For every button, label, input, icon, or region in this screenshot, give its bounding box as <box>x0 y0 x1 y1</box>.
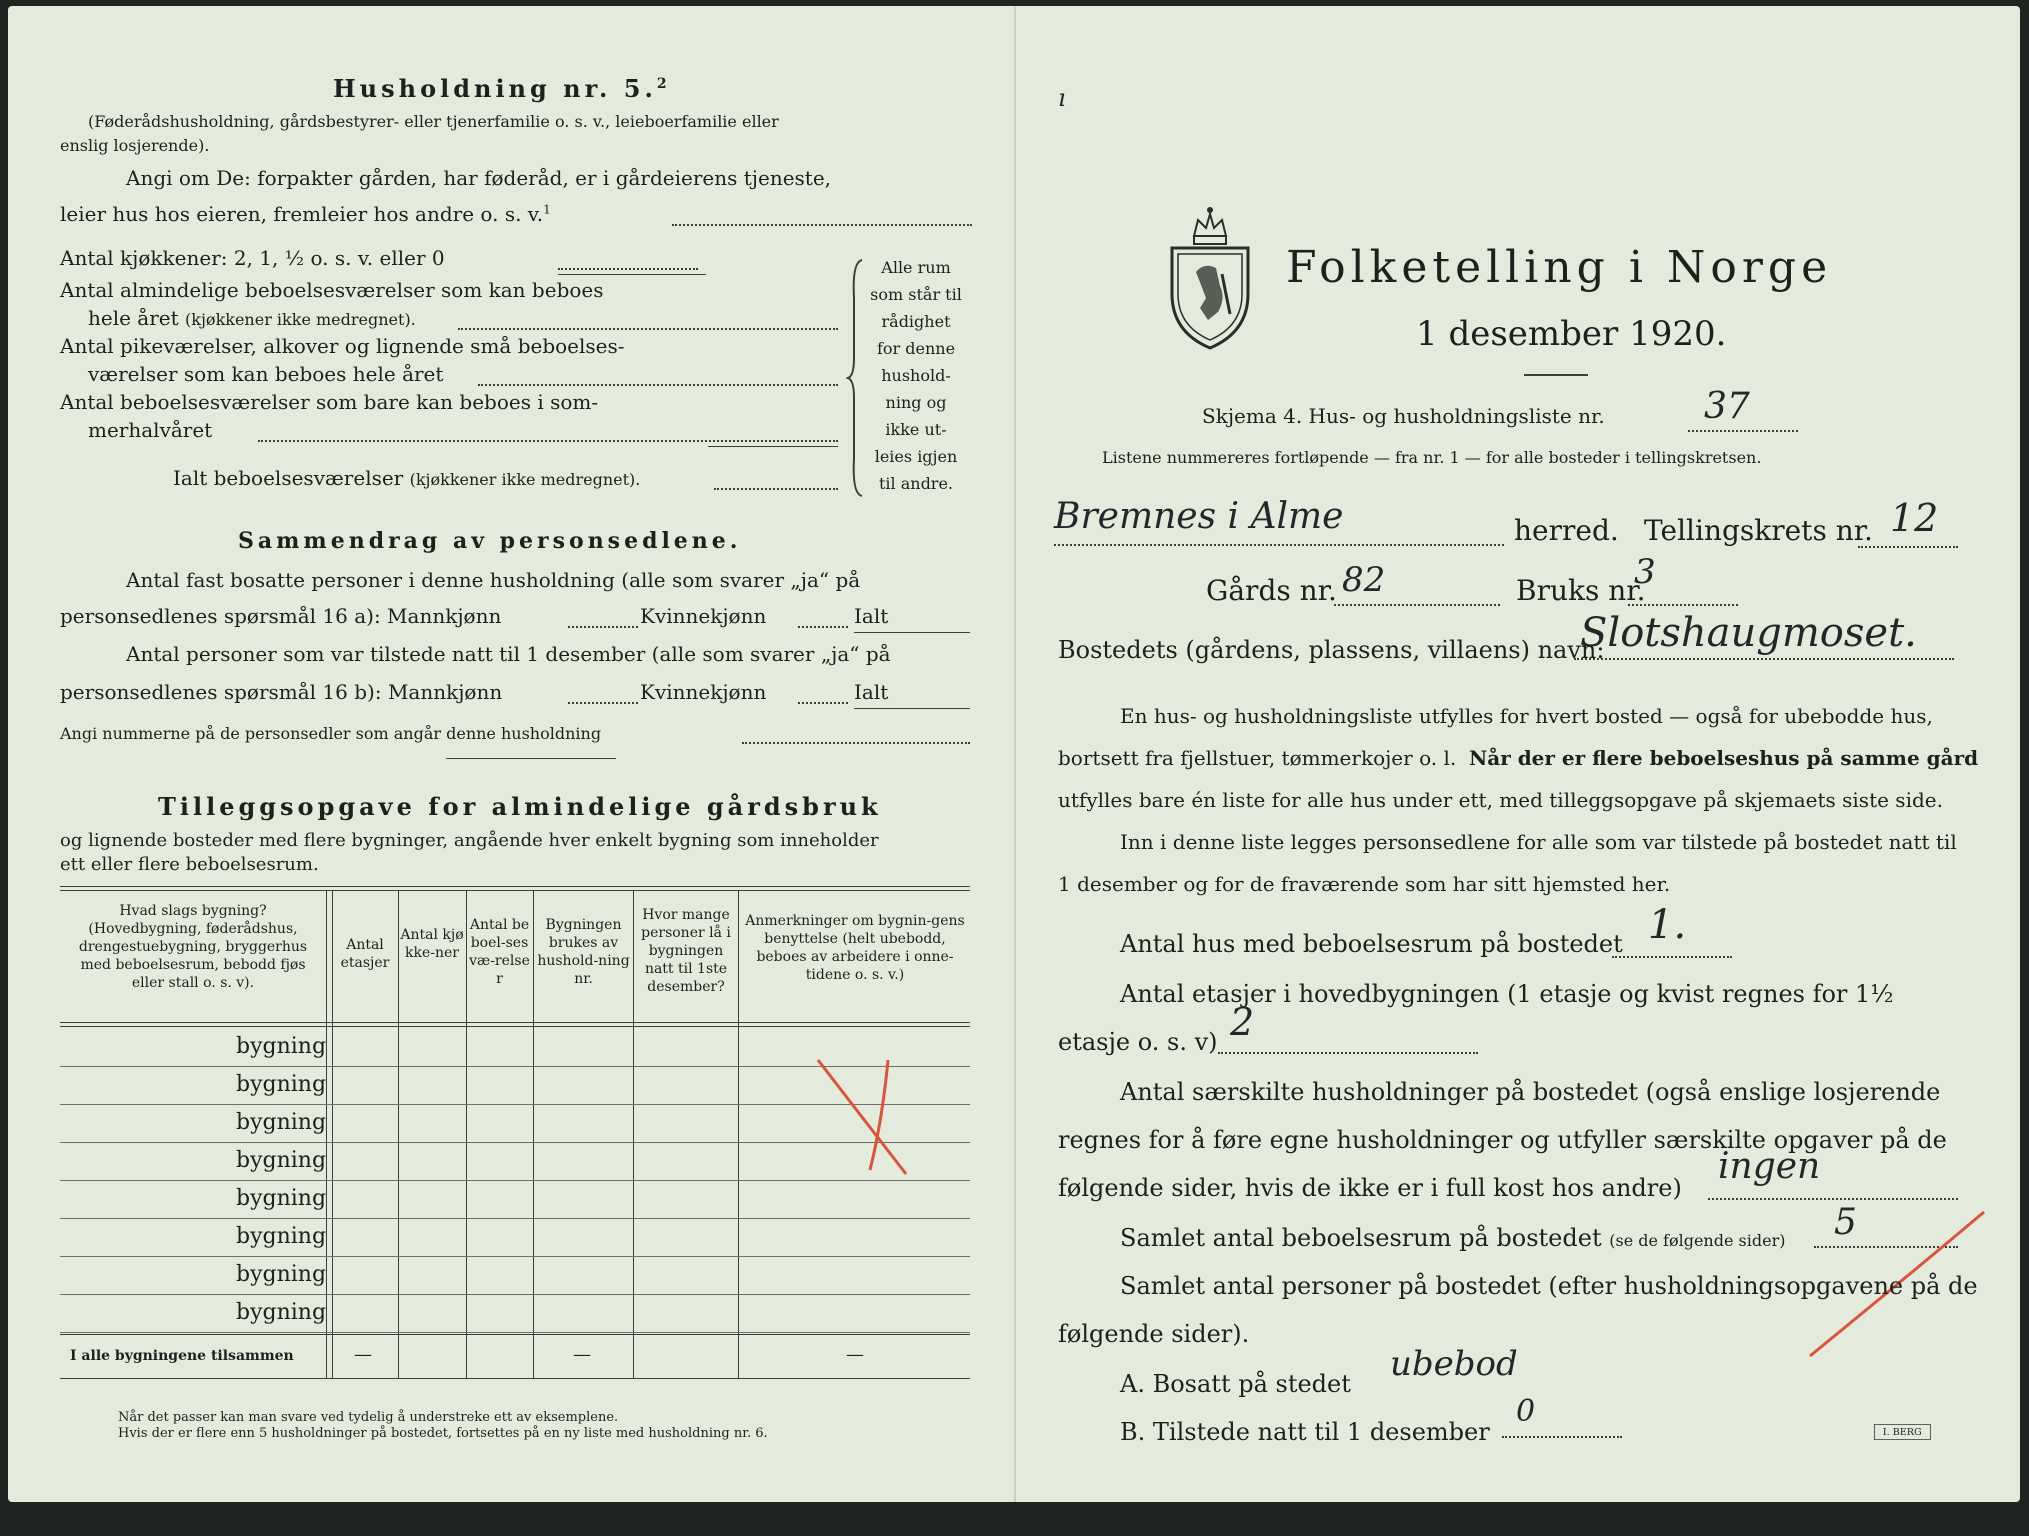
rooms-question-2: hele året (kjøkkener ikke medregnet). <box>88 306 416 330</box>
saer-line-2: regnes for å føre egne husholdninger og utfyller særskilte opgaver på de <box>1058 1126 1947 1154</box>
supplement-title: Tilleggsopgave for almindelige gårdsbruk <box>158 792 882 821</box>
summary-title: Sammendrag av personsedlene. <box>238 528 742 554</box>
brace-note-line: rådighet <box>881 312 951 331</box>
building-row <box>60 1220 970 1258</box>
skjema-line: Skjema 4. Hus- og husholdningsliste nr. <box>1202 404 1605 428</box>
red-cross-mark <box>808 1052 918 1182</box>
maid-rooms-question-1: Antal pikeværelser, alkover og lignende små beboelses- <box>60 334 625 358</box>
hus-label: Antal hus med beboelsesrum på bostedet <box>1120 930 1623 958</box>
etasjer-value: 2 <box>1230 1000 1255 1044</box>
total-rooms-label: Ialt beboelsesværelser (kjøkkener ikke medregnet). <box>173 466 641 490</box>
kitchen-question: Antal kjøkkener: 2, 1, ½ o. s. v. eller 0 <box>60 246 445 270</box>
bosted-value: Slotshaugmoset. <box>1580 610 1917 656</box>
bosatt-value: ubebod <box>1390 1344 1518 1384</box>
tilstede-value: 0 <box>1516 1394 1536 1429</box>
samlet-rum-label: Samlet antal beboelsesrum på bostedet (se de følgende sider) <box>1120 1224 1786 1252</box>
angi-nummerne: Angi nummerne på de personsedler som angår denne husholdning <box>60 724 602 743</box>
tellingskrets-label: Tellingskrets nr. <box>1644 514 1873 547</box>
summary-2a: Antal personer som var tilstede natt til 1 desember (alle som svarer „ja“ på <box>126 642 891 666</box>
form-title: Folketelling i Norge <box>1286 242 1833 293</box>
para1-b: bortsett fra fjellstuer, tømmerkojer o. l. Når der er flere beboelseshus på samme gård <box>1058 746 1979 770</box>
para1-c: utfylles bare én liste for alle hus under ett, med tilleggsopgave på skjemaets siste side. <box>1058 788 1943 812</box>
header-floors: Antal etasjer <box>340 937 390 971</box>
footnote-2: Hvis der er flere enn 5 husholdninger på bostedet, fortsettes på en ny liste med husholdning nr. 6. <box>118 1426 768 1441</box>
summary-1b: personsedlenes spørsmål 16 a): Mannkjønn <box>60 604 502 628</box>
bruks-value: 3 <box>1634 552 1656 592</box>
footnote-1: Når det passer kan man svare ved tydelig å understreke ett av eksemplene. <box>118 1410 619 1425</box>
page-fold <box>1014 6 1016 1502</box>
total-row-label: I alle bygningene tilsammen <box>70 1348 294 1364</box>
brace-note <box>866 254 966 497</box>
building-row-label: bygning <box>236 1262 327 1287</box>
building-row-label: bygning <box>236 1186 327 1211</box>
listene-note: Listene nummereres fortløpende — fra nr. 1 — for alle bosteder i tellingskretsen. <box>1102 448 1762 467</box>
brace-note-line: Alle rum <box>881 258 951 277</box>
total-dash-floors: — <box>354 1344 372 1365</box>
list-number-value: 37 <box>1704 386 1750 427</box>
brace <box>846 258 868 498</box>
summer-rooms-question-1: Antal beboelsesværelser som bare kan beboes i som- <box>60 390 599 414</box>
brace-note-line: ikke ut- <box>885 420 947 439</box>
summary-2-kvinne: Kvinnekjønn <box>640 680 767 704</box>
herred-value: Bremnes i Alme <box>1054 496 1344 537</box>
building-row <box>60 1182 970 1220</box>
census-form-sheet <box>8 6 2020 1502</box>
building-row-label: bygning <box>236 1034 327 1059</box>
samlet-pers-line-2: følgende sider). <box>1058 1320 1250 1348</box>
building-row-label: bygning <box>236 1110 327 1135</box>
supplement-1: og lignende bosteder med flere bygninger, angående hver enkelt bygning som inneholder <box>60 830 879 851</box>
saer-line-3: følgende sider, hvis de ikke er i full kost hos andre) <box>1058 1174 1682 1202</box>
angi-line-2: leier hus hos eieren, fremleier hos andre o. s. v.$^1$ <box>60 202 551 226</box>
para2-a: Inn i denne liste legges personsedlene for alle som var tilstede på bostedet natt til <box>1120 830 1957 854</box>
brace-note-line: leies igjen <box>874 447 958 466</box>
printer-stamp: I. BERG <box>1874 1424 1930 1440</box>
gards-label: Gårds nr. <box>1206 574 1337 607</box>
hus-value: 1. <box>1648 902 1687 948</box>
brace-note-line: til andre. <box>878 474 954 493</box>
form-date: 1 desember 1920. <box>1416 314 1727 354</box>
header-rooms: Antal beboel-sesvæ-relser <box>469 917 530 987</box>
rooms-question-1: Antal almindelige beboelsesværelser som kan beboes <box>60 278 604 302</box>
building-row-label: bygning <box>236 1300 327 1325</box>
summary-2b: personsedlenes spørsmål 16 b): Mannkjønn <box>60 680 503 704</box>
saer-value: ingen <box>1718 1146 1821 1187</box>
tilstede-label: B. Tilstede natt til 1 desember <box>1120 1418 1490 1446</box>
header-persons: Hvor mange personer lå i bygningen natt til 1ste desember? <box>641 907 731 995</box>
bosted-label: Bostedets (gårdens, plassens, villaens) navn: <box>1058 636 1605 664</box>
herred-label: herred. <box>1514 514 1619 547</box>
building-row <box>60 1296 970 1334</box>
coat-of-arms-icon <box>1164 202 1256 352</box>
supplement-2: ett eller flere beboelsesrum. <box>60 854 319 875</box>
building-row-label: bygning <box>236 1072 327 1097</box>
header-building-type: Hvad slags bygning? (Hovedbygning, føderådshus, drengestuebygning, bryggerhus med beboelsesrum, bebodd fjøs eller stall o. s. v). <box>78 903 308 991</box>
para1-a: En hus- og husholdningsliste utfylles for hvert bosted — også for ubebodde hus, <box>1120 704 1933 728</box>
summary-1-kvinne: Kvinnekjønn <box>640 604 767 628</box>
summer-rooms-question-2: merhalvåret <box>88 418 213 442</box>
tellingskrets-value: 12 <box>1890 496 1939 540</box>
header-remarks: Anmerkninger om bygnin-gens benyttelse (helt ubebodd, beboes av arbeidere i onne-tidene o. s. v.) <box>745 913 965 983</box>
building-row <box>60 1258 970 1296</box>
summary-2-ialt: Ialt <box>854 680 889 704</box>
total-dash-remarks: — <box>846 1344 864 1365</box>
corner-mark: ı <box>1058 84 1066 112</box>
saer-line-1: Antal særskilte husholdninger på bostedet (også enslige losjerende <box>1120 1078 1941 1106</box>
samlet-pers-line-1: Samlet antal personer på bostedet (efter husholdningsopgavene på de <box>1120 1272 1978 1300</box>
para2-b: 1 desember og for de fraværende som har sitt hjemsted her. <box>1058 872 1671 896</box>
brace-note-line: ning og <box>885 393 947 412</box>
bosatt-label: A. Bosatt på stedet <box>1120 1370 1351 1398</box>
header-kitchens: Antal kjøkke-ner <box>400 927 464 961</box>
brace-note-line: hushold- <box>881 366 951 385</box>
bruks-label: Bruks nr. <box>1516 574 1646 607</box>
etasjer-line-2: etasje o. s. v) <box>1058 1028 1218 1056</box>
gards-value: 82 <box>1342 560 1386 600</box>
etasjer-line-1: Antal etasjer i hovedbygningen (1 etasje og kvist regnes for 1½ <box>1120 980 1894 1008</box>
building-row-label: bygning <box>236 1148 327 1173</box>
building-row-label: bygning <box>236 1224 327 1249</box>
brace-note-line: som står til <box>870 285 962 304</box>
brace-note-line: for denne <box>876 339 956 358</box>
maid-rooms-question-2: værelser som kan beboes hele året <box>88 362 444 386</box>
header-used-by: Bygningen brukes av hushold-ning nr. <box>537 917 630 987</box>
household-title: Husholdning nr. 5.$^2$ <box>333 74 671 103</box>
summary-1-ialt: Ialt <box>854 604 889 628</box>
summary-1a: Antal fast bosatte personer i denne husholdning (alle som svarer „ja“ på <box>126 568 861 592</box>
household-intro-1: (Føderådshusholdning, gårdsbestyrer- eller tjenerfamilie o. s. v., leieboerfamilie eller <box>88 112 779 131</box>
angi-line-1: Angi om De: forpakter gården, har føderåd, er i gårdeierens tjeneste, <box>126 166 832 190</box>
samlet-rum-value: 5 <box>1834 1202 1857 1243</box>
household-intro-2: enslig losjerende). <box>60 136 210 155</box>
total-dash-used: — <box>573 1344 591 1365</box>
